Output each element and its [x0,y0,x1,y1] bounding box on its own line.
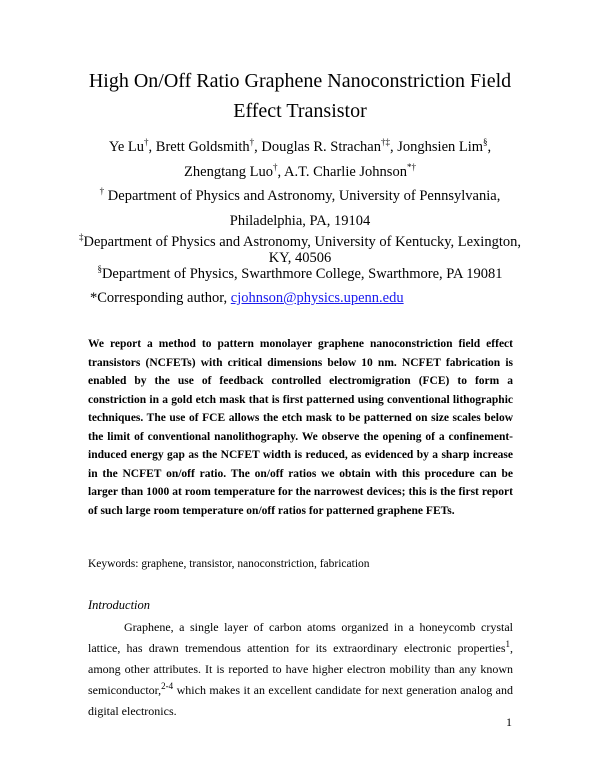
author-mark: § [483,137,488,148]
affiliation-penn [60,184,540,234]
page-number: 1 [506,715,512,729]
citation-ref: 2-4 [161,681,174,691]
section-heading-introduction: Introduction [88,598,151,612]
author-jonghsien-lim: , Jonghsien Lim [390,139,484,155]
affiliation-penn-line-1: † Department of Physics and Astronomy, University of Pennsylvania, [99,186,501,204]
affiliation-swarthmore: §Department of Physics, Swarthmore College, Swarthmore, PA 19081 [97,264,503,282]
abstract: We report a method to pattern monolayer graphene nanoconstriction field effect transistors (NCFETs) with critical dimensions below 10 nm. NCFET fabrication is enabled by the use of feedback controlled electromigration (FCE) to form a constriction in a gold etch mask that is first patterned using conventional lithographic techniques. The use of FCE allows the etch mask to be patterned on size scales below the limit of conventional nanolithography. We observe the opening of a confinement-induced energy gap as the NCFET width is reduced, as evidenced by a sharp increase in the NCFET on/off ratio. The on/off ratios we obtain with this procedure can be larger than 1000 at room temperature for the narrowest devices; this is the first report of such large room temperature on/off ratios for patterned graphene FETs. [88,338,513,517]
author-charlie-johnson: , A.T. Charlie Johnson [277,164,407,180]
affiliation-kentucky [60,234,540,266]
affiliation-kentucky-line-1: ‡Department of Physics and Astronomy, University of Kentucky, Lexington, [79,232,521,250]
affiliation-mark: † [99,186,105,197]
author-mark: *† [406,162,416,173]
intro-paragraph [88,617,513,722]
author-douglas-strachan: , Douglas R. Strachan [254,139,381,155]
corresponding-email-link[interactable]: cjohnson@physics.upenn.edu [230,290,404,306]
affiliation-mark: § [97,264,102,275]
title-line-1: High On/Off Ratio Graphene Nanoconstriction Field [88,70,512,92]
keywords: Keywords: graphene, transistor, nanoconstriction, fabrication [88,558,370,570]
affiliation-kentucky-line-2: KY, 40506 [268,250,332,266]
intro-text-2: , among other attributes. It is reported to have higher electron mobility than any known semiconductor, [88,641,513,697]
intro-text-3: which makes it an excellent candidate for next generation analog and digital electronics. [88,683,513,718]
author-line-1 [60,135,540,160]
citation-ref: 1 [505,639,510,649]
paper-title [60,66,540,126]
author-separator: , [487,139,492,155]
corresponding-author [90,289,404,307]
affiliation-mark: ‡ [79,232,84,243]
author-mark: † [144,137,149,148]
corresponding-label: *Corresponding author, [90,290,231,306]
author-mark: † [273,162,278,173]
affiliation-penn-line-2: Philadelphia, PA, 19104 [229,213,371,229]
author-ye-lu: Ye Lu [108,139,145,155]
intro-text-1: Graphene, a single layer of carbon atoms organized in a honeycomb crystal lattice, has drawn tremendous attention for its extraordinary electronic properties [88,620,513,655]
author-zhengtang-luo: Zhengtang Luo [184,164,274,180]
author-mark: †‡ [381,137,390,148]
title-line-2: Effect Transistor [233,100,367,122]
author-list [60,135,540,185]
author-brett-goldsmith: , Brett Goldsmith [148,139,250,155]
author-line-2 [60,160,540,185]
author-mark: † [249,137,255,148]
